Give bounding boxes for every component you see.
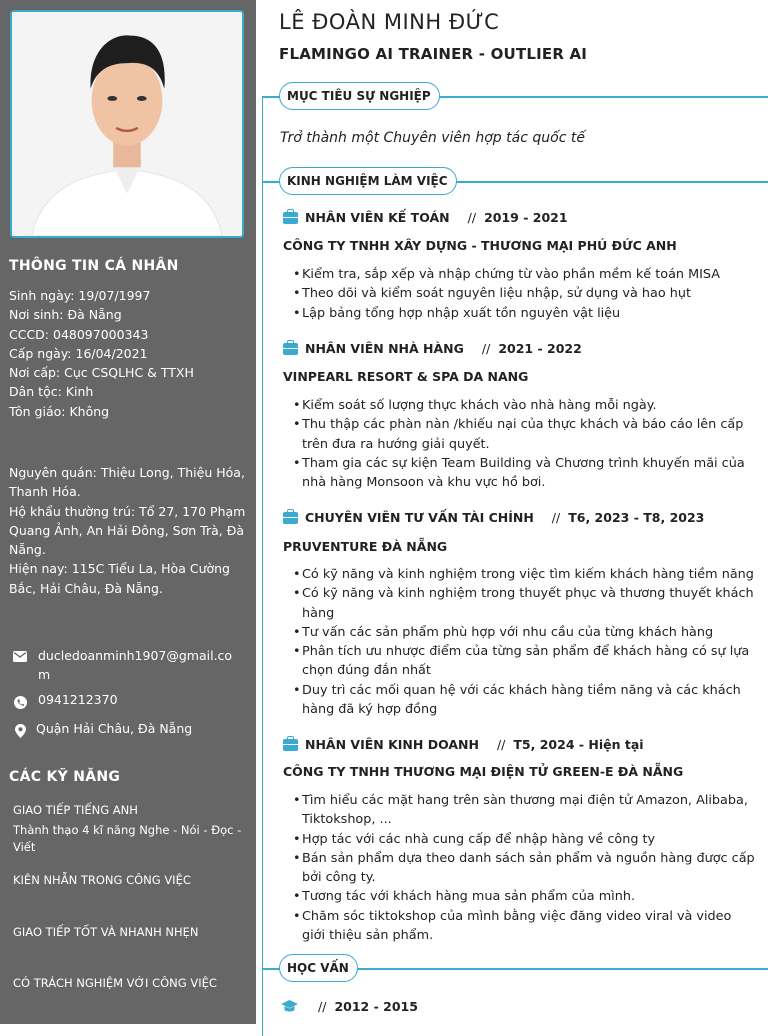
candidate-name: LÊ ĐOÀN MINH ĐỨC <box>279 10 500 34</box>
job-period: T6, 2023 - T8, 2023 <box>568 510 705 525</box>
list-item: • Có kỹ năng và kinh nghiệm trong thuyết phục và thương thuyết khách hàng <box>293 584 755 623</box>
list-item: • Tư vấn các sản phẩm phù hợp với nhu cầu của từng khách hàng <box>293 623 755 642</box>
skill-title: KIÊN NHẪN TRONG CÔNG VIỆC <box>13 873 191 887</box>
job-period: T5, 2024 - Hiện tại <box>513 737 644 752</box>
job-header: NHÂN VIÊN KINH DOANH // T5, 2024 - Hiện tại <box>283 737 644 752</box>
id-number: CCCD: 048097000343 <box>9 326 149 342</box>
job-title: NHÂN VIÊN NHÀ HÀNG <box>305 341 464 356</box>
job-duties <box>293 265 755 323</box>
job-header: CHUYÊN VIÊN TƯ VẤN TÀI CHÍNH // T6, 2023 - T8, 2023 <box>283 510 704 525</box>
section-education-heading: HỌC VẤN <box>279 954 358 982</box>
phone-row[interactable] <box>12 692 244 710</box>
job-title: CHUYÊN VIÊN TƯ VẤN TÀI CHÍNH <box>305 510 534 525</box>
skill-title: GIAO TIẾP TIẾNG ANH <box>13 803 138 817</box>
section-objective-heading: MỤC TIÊU SỰ NGHIỆP <box>279 82 440 110</box>
job-company: CÔNG TY TNHH XÂY DỰNG - THƯƠNG MẠI PHÚ ĐỨC ANH <box>283 238 677 253</box>
location-pin-icon <box>12 723 28 739</box>
briefcase-icon <box>283 512 298 524</box>
personal-info-heading: THÔNG TIN CÁ NHÂN <box>9 258 179 274</box>
job-period: 2021 - 2022 <box>498 341 582 356</box>
list-item: • Kiểm soát số lượng thực khách vào nhà hàng mỗi ngày. <box>293 396 755 415</box>
section-rule <box>262 96 280 98</box>
list-item: • Hợp tác với các nhà cung cấp để nhập hàng về công ty <box>293 830 755 849</box>
list-item: • Bán sản phẩm dựa theo danh sách sản phẩm và nguồn hàng được cấp bởi công ty. <box>293 849 755 888</box>
skills-heading: CÁC KỸ NĂNG <box>9 769 121 785</box>
phone-text[interactable]: 0941212370 <box>38 692 118 707</box>
section-rule <box>433 96 768 98</box>
objective-text: Trở thành một Chuyên viên hợp tác quốc tế <box>280 130 585 146</box>
current-address: Hiện nay: 115C Tiểu La, Hòa Cường Bắc, Hải Châu, Đà Nẵng. <box>9 561 230 596</box>
skill-description: Thành thạo 4 kĩ năng Nghe - Nói - Đọc - Viết <box>13 823 242 854</box>
list-item: • Duy trì các mối quan hệ với các khách hàng tiềm năng và các khách hàng đã ký hợp đồng <box>293 681 755 720</box>
section-rule <box>448 181 768 183</box>
location-text: Quận Hải Châu, Đà Nẵng <box>36 721 193 736</box>
id-issue-date: Cấp ngày: 16/04/2021 <box>9 345 148 361</box>
list-item: • Lập bảng tổng hợp nhập xuất tồn nguyên vật liệu <box>293 304 755 323</box>
list-item: • Theo dõi và kiểm soát nguyên liệu nhập, sử dụng và hao hụt <box>293 284 755 303</box>
section-rule <box>262 181 280 183</box>
briefcase-icon <box>283 212 298 224</box>
profile-photo-image <box>12 12 242 236</box>
ethnicity: Dân tộc: Kinh <box>9 384 94 400</box>
job-period: 2019 - 2021 <box>484 210 568 225</box>
list-item: • Chăm sóc tiktokshop của mình bằng việc đăng video viral và video giới thiệu sản phẩm. <box>293 907 755 946</box>
list-item: • Phân tích ưu nhược điểm của từng sản phẩm để khách hàng có sự lựa chọn đúng đắn nhất <box>293 642 755 681</box>
list-item: • Tìm hiểu các mặt hang trên sàn thương mại điện tử Amazon, Alibaba, Tiktokshop, ... <box>293 791 755 830</box>
profile-photo <box>10 10 244 238</box>
job-company: PRUVENTURE ĐÀ NẴNG <box>283 539 448 554</box>
birth-place: Nơi sinh: Đà Nẵng <box>9 307 122 323</box>
email-text[interactable]: ducledoanminh1907@gmail.co m <box>38 648 233 682</box>
birth-date: Sinh ngày: 19/07/1997 <box>9 288 151 303</box>
personal-info-list <box>9 286 247 421</box>
briefcase-icon <box>283 739 298 751</box>
timeline-line <box>262 96 263 1036</box>
job-duties <box>293 565 755 719</box>
education-header: // 2012 - 2015 <box>318 999 418 1014</box>
skill-title: GIAO TIẾP TỐT VÀ NHANH NHẸN <box>13 925 199 939</box>
list-item: • Tham gia các sự kiện Team Building và Chương trình khuyến mãi của nhà hàng Monsoon và khu vực hồ bơi. <box>293 454 755 493</box>
list-item: • Có kỹ năng và kinh nghiệm trong việc tìm kiếm khách hàng tiềm năng <box>293 565 755 584</box>
job-header: NHÂN VIÊN KẾ TOÁN // 2019 - 2021 <box>283 210 568 225</box>
address-block <box>9 463 247 598</box>
job-title: NHÂN VIÊN KINH DOANH <box>305 737 479 752</box>
job-title: NHÂN VIÊN KẾ TOÁN <box>305 210 450 225</box>
email-row[interactable] <box>12 646 244 684</box>
job-duties <box>293 396 755 492</box>
envelope-icon <box>12 648 28 664</box>
job-company: CÔNG TY TNHH THƯƠNG MẠI ĐIỆN TỬ GREEN-E ĐÀ NẴNG <box>283 764 684 779</box>
section-experience-heading: KINH NGHIỆM LÀM VIỆC <box>279 167 457 195</box>
location-row <box>12 721 244 739</box>
job-company: VINPEARL RESORT & SPA DA NANG <box>283 369 529 384</box>
permanent-address: Hộ khẩu thường trú: Tổ 27, 170 Phạm Quang Ảnh, An Hải Đông, Sơn Trà, Đà Nẵng. <box>9 503 246 558</box>
graduation-cap-icon <box>281 1000 298 1013</box>
sidebar <box>0 0 256 1024</box>
list-item: • Thu thập các phàn nàn /khiếu nại của thực khách và báo cáo lên cấp trên đưa ra hướng giải quyết. <box>293 415 755 454</box>
list-item: • Kiểm tra, sắp xếp và nhập chứng từ vào phần mềm kế toán MISA <box>293 265 755 284</box>
candidate-role: FLAMINGO AI TRAINER - OUTLIER AI <box>279 45 588 63</box>
education-period: 2012 - 2015 <box>334 999 418 1014</box>
section-rule <box>352 968 768 970</box>
briefcase-icon <box>283 343 298 355</box>
job-header: NHÂN VIÊN NHÀ HÀNG // 2021 - 2022 <box>283 341 582 356</box>
religion: Tôn giáo: Không <box>9 403 110 419</box>
job-duties <box>293 791 755 945</box>
list-item: • Tương tác với khách hàng mua sản phẩm của mình. <box>293 887 755 906</box>
origin: Nguyên quán: Thiệu Long, Thiệu Hóa, Thanh Hóa. <box>9 465 245 500</box>
section-rule <box>262 968 280 970</box>
id-issuer: Nơi cấp: Cục CSQLHC & TTXH <box>9 365 194 381</box>
skill-title: CÓ TRÁCH NGHIỆM VỚI CÔNG VIỆC <box>13 976 217 990</box>
phone-icon <box>12 694 28 710</box>
